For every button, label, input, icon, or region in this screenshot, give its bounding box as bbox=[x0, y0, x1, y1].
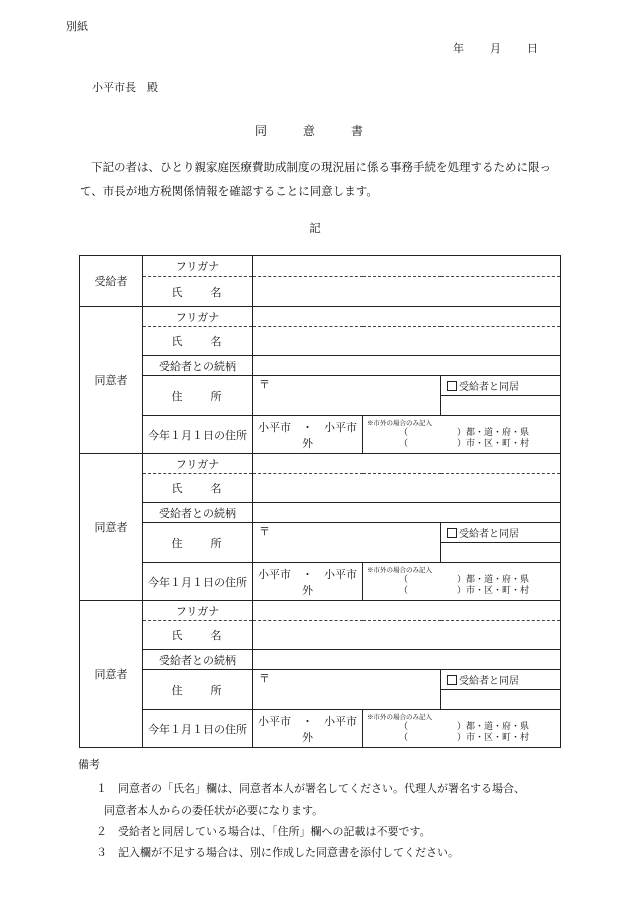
recipient-name-label: 氏 名 bbox=[143, 277, 253, 307]
paren-open: （ bbox=[399, 733, 409, 743]
note-item-1-cont: 同意者本人からの委任状が必要になります。 bbox=[104, 804, 324, 817]
same-as-label: 受給者と同居 bbox=[459, 529, 519, 540]
consenter-3-address-field[interactable] bbox=[253, 670, 441, 710]
checkbox-icon bbox=[447, 381, 457, 391]
consenter-2-relation-field[interactable] bbox=[253, 503, 561, 523]
consenter-2-city-choice[interactable]: 小平市 ・ 小平市外 bbox=[253, 563, 363, 601]
consenter-2-outside-field[interactable] bbox=[363, 563, 561, 601]
consent-body-text: 下記の者は、ひとり親家庭医療費助成制度の現況届に係る事務手続を処理するために限って、市長が地方税関係情報を確認することに同意します。 bbox=[80, 160, 551, 198]
checkbox-icon bbox=[447, 675, 457, 685]
recipient-furigana-field[interactable] bbox=[253, 256, 561, 277]
outside-note: ※市外の場合のみ記入 bbox=[367, 713, 432, 721]
document-title: 同 意 書 bbox=[254, 124, 375, 138]
consenter-1-city-choice[interactable]: 小平市 ・ 小平市外 bbox=[253, 416, 363, 454]
consenter-2-same-as-checkbox[interactable] bbox=[441, 523, 561, 543]
consenter-3-relation-field[interactable] bbox=[253, 650, 561, 670]
consenter-3-furigana-label: フリガナ bbox=[143, 601, 253, 621]
paren-open: （ bbox=[399, 439, 409, 449]
recipient-name-field[interactable] bbox=[253, 277, 561, 307]
consenter-3-address-label: 住 所 bbox=[143, 670, 253, 710]
outside-note: ※市外の場合のみ記入 bbox=[367, 566, 432, 574]
city-suffix: ）市・区・町・村 bbox=[457, 733, 530, 743]
note-item-1: １ 同意者の「氏名」欄は、同意者本人が署名してください。代理人が署名する場合、 bbox=[96, 782, 525, 795]
ki-heading: 記 bbox=[309, 221, 321, 235]
annex-label: 別紙 bbox=[66, 20, 88, 33]
consenter-1-address-label: 住 所 bbox=[143, 376, 253, 416]
consenter-2-furigana-label: フリガナ bbox=[143, 454, 253, 474]
consenter-1-relation-field[interactable] bbox=[253, 356, 561, 376]
paren-open: （ bbox=[399, 722, 409, 732]
checkbox-icon bbox=[447, 528, 457, 538]
consenter-2-name-label: 氏 名 bbox=[143, 474, 253, 503]
consenter-2-relation-label: 受給者との続柄 bbox=[143, 503, 253, 523]
consenter-2-address-field[interactable] bbox=[253, 523, 441, 563]
consenter-1-relation-label: 受給者との続柄 bbox=[143, 356, 253, 376]
paren-open: （ bbox=[399, 428, 409, 438]
consenter-3-city-choice[interactable]: 小平市 ・ 小平市外 bbox=[253, 710, 363, 748]
consenter-1-same-as-spacer bbox=[441, 396, 561, 416]
consenter-2-label: 同意者 bbox=[80, 454, 143, 601]
paren-open: （ bbox=[399, 575, 409, 585]
consenter-1-jan1-label: 今年１月１日の住所 bbox=[143, 416, 253, 454]
consenter-2-same-as-spacer bbox=[441, 543, 561, 563]
pref-suffix: ）都・道・府・県 bbox=[457, 722, 530, 732]
postal-mark: 〒 bbox=[259, 378, 270, 391]
recipient-label: 受給者 bbox=[80, 256, 143, 307]
date-year-field[interactable]: 年 bbox=[453, 42, 464, 55]
addressee: 小平市長 殿 bbox=[92, 81, 158, 94]
consenter-1-furigana-label: フリガナ bbox=[143, 307, 253, 327]
date-line bbox=[453, 40, 538, 56]
consenter-3-name-field[interactable] bbox=[253, 621, 561, 650]
notes-heading: 備考 bbox=[78, 758, 100, 771]
consenter-3-jan1-label: 今年１月１日の住所 bbox=[143, 710, 253, 748]
consenter-1-address-field[interactable] bbox=[253, 376, 441, 416]
city-suffix: ）市・区・町・村 bbox=[457, 586, 530, 596]
consenter-3-name-label: 氏 名 bbox=[143, 621, 253, 650]
consenter-2-name-field[interactable] bbox=[253, 474, 561, 503]
consenter-1-name-label: 氏 名 bbox=[143, 327, 253, 356]
consent-form-table bbox=[79, 255, 561, 748]
consenter-3-same-as-checkbox[interactable] bbox=[441, 670, 561, 690]
date-month-field[interactable]: 月 bbox=[490, 42, 501, 55]
consenter-3-relation-label: 受給者との続柄 bbox=[143, 650, 253, 670]
consenter-1-name-field[interactable] bbox=[253, 327, 561, 356]
consenter-3-furigana-field[interactable] bbox=[253, 601, 561, 621]
note-item-2: ２ 受給者と同居している場合は、「住所」欄への記載は不要です。 bbox=[96, 825, 431, 838]
pref-suffix: ）都・道・府・県 bbox=[457, 575, 530, 585]
date-day-field[interactable]: 日 bbox=[527, 42, 538, 55]
paren-open: （ bbox=[399, 586, 409, 596]
recipient-furigana-label: フリガナ bbox=[143, 256, 253, 277]
consenter-3-label: 同意者 bbox=[80, 601, 143, 748]
consenter-1-label: 同意者 bbox=[80, 307, 143, 454]
postal-mark: 〒 bbox=[259, 525, 270, 538]
consenter-2-address-label: 住 所 bbox=[143, 523, 253, 563]
city-suffix: ）市・区・町・村 bbox=[457, 439, 530, 449]
consenter-3-same-as-spacer bbox=[441, 690, 561, 710]
consenter-2-jan1-label: 今年１月１日の住所 bbox=[143, 563, 253, 601]
outside-note: ※市外の場合のみ記入 bbox=[367, 419, 432, 427]
consenter-1-furigana-field[interactable] bbox=[253, 307, 561, 327]
note-item-3: ３ 記入欄が不足する場合は、別に作成した同意書を添付してください。 bbox=[96, 846, 459, 859]
same-as-label: 受給者と同居 bbox=[459, 382, 519, 393]
consenter-3-outside-field[interactable] bbox=[363, 710, 561, 748]
consenter-1-outside-field[interactable] bbox=[363, 416, 561, 454]
consenter-2-furigana-field[interactable] bbox=[253, 454, 561, 474]
consenter-1-same-as-checkbox[interactable] bbox=[441, 376, 561, 396]
pref-suffix: ）都・道・府・県 bbox=[457, 428, 530, 438]
same-as-label: 受給者と同居 bbox=[459, 676, 519, 687]
postal-mark: 〒 bbox=[259, 672, 270, 685]
